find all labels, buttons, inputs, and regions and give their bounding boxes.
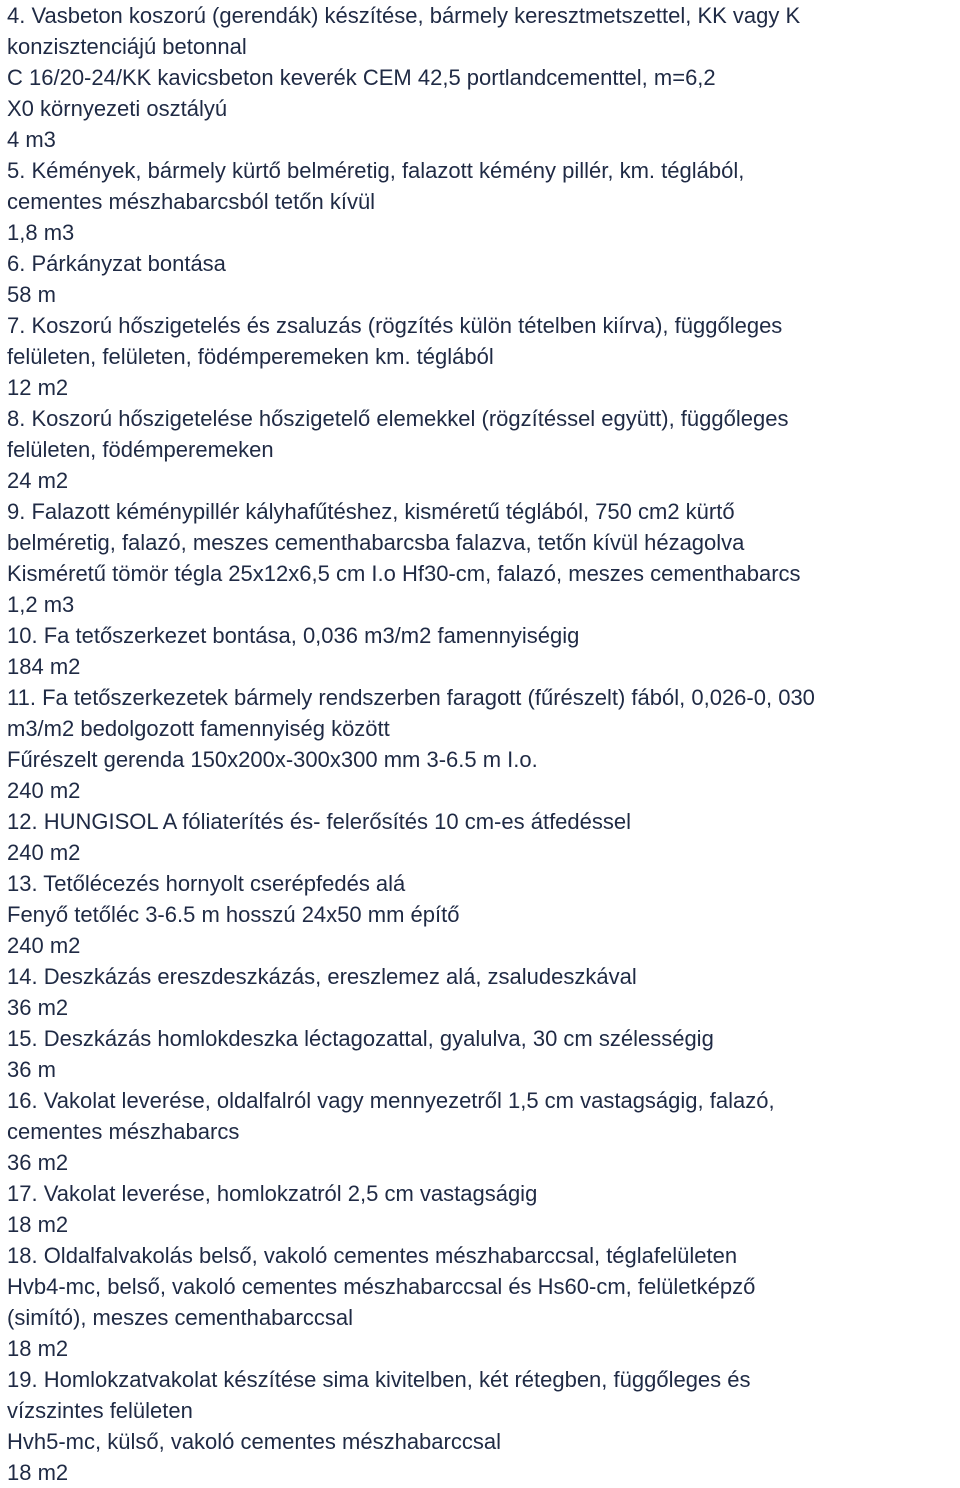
- item-17-quantity: 18 m2: [7, 1212, 69, 1237]
- item-19-material: Hvh5-mc, külső, vakoló cementes mészhabarccsal: [7, 1429, 501, 1454]
- item-14-quantity: 36 m2: [7, 995, 69, 1020]
- item-11-material: Fűrészelt gerenda 150x200x-300x300 mm 3-6.5 m I.o.: [7, 747, 538, 772]
- item-16-title-line-2: cementes mészhabarcs: [7, 1119, 240, 1144]
- item-18-title: 18. Oldalfalvakolás belső, vakoló cementes mészhabarccsal, téglafelületen: [7, 1243, 738, 1268]
- item-9-material: Kisméretű tömör tégla 25x12x6,5 cm I.o Hf30-cm, falazó, meszes cementhabarcs: [7, 561, 801, 586]
- item-15-quantity: 36 m: [7, 1057, 56, 1082]
- item-4-quantity: 4 m3: [7, 127, 56, 152]
- item-4-title-line-2: konzisztenciájú betonnal: [7, 34, 247, 59]
- item-9-title-line-2: belméretig, falazó, meszes cementhabarcsba falazva, tetőn kívül hézagolva: [7, 530, 745, 555]
- item-10-title: 10. Fa tetőszerkezet bontása, 0,036 m3/m2 famennyiségig: [7, 623, 580, 648]
- item-11-quantity: 240 m2: [7, 778, 81, 803]
- item-17-title: 17. Vakolat leverése, homlokzatról 2,5 cm vastagságig: [7, 1181, 538, 1206]
- item-18-quantity: 18 m2: [7, 1336, 69, 1361]
- item-15-title: 15. Deszkázás homlokdeszka léctagozattal, gyalulva, 30 cm szélességig: [7, 1026, 714, 1051]
- item-7-title-line-2: felületen, felületen, födémperemeken km. téglából: [7, 344, 494, 369]
- item-13-title: 13. Tetőlécezés hornyolt cserépfedés alá: [7, 871, 406, 896]
- item-16-title-line-1: 16. Vakolat leverése, oldalfalról vagy mennyezetről 1,5 cm vastagságig, falazó,: [7, 1088, 775, 1113]
- item-4-material-line-2: X0 környezeti osztályú: [7, 96, 228, 121]
- item-4-title-line-1: 4. Vasbeton koszorú (gerendák) készítése, bármely keresztmetszettel, KK vagy K: [7, 3, 801, 28]
- item-10-quantity: 184 m2: [7, 654, 81, 679]
- item-8-title-line-2: felületen, födémperemeken: [7, 437, 274, 462]
- item-11-title-line-2: m3/m2 bedolgozott famennyiség között: [7, 716, 390, 741]
- item-7-title-line-1: 7. Koszorú hőszigetelés és zsaluzás (rögzítés külön tételben kiírva), függőleges: [7, 313, 783, 338]
- item-6-quantity: 58 m: [7, 282, 56, 307]
- item-19-title-line-1: 19. Homlokzatvakolat készítése sima kivitelben, két rétegben, függőleges és: [7, 1367, 751, 1392]
- item-13-material: Fenyő tetőléc 3-6.5 m hosszú 24x50 mm építő: [7, 902, 460, 927]
- item-8-title-line-1: 8. Koszorú hőszigetelése hőszigetelő elemekkel (rögzítéssel együtt), függőleges: [7, 406, 789, 431]
- item-19-title-line-2: vízszintes felületen: [7, 1398, 193, 1423]
- item-4-material-line-1: C 16/20-24/KK kavicsbeton keverék CEM 42,5 portlandcementtel, m=6,2: [7, 65, 716, 90]
- item-5-quantity: 1,8 m3: [7, 220, 75, 245]
- item-5-title-line-1: 5. Kémények, bármely kürtő belméretig, falazott kémény pillér, km. téglából,: [7, 158, 745, 183]
- item-14-title: 14. Deszkázás ereszdeszkázás, ereszlemez alá, zsaludeszkával: [7, 964, 637, 989]
- item-9-quantity: 1,2 m3: [7, 592, 75, 617]
- item-11-title-line-1: 11. Fa tetőszerkezetek bármely rendszerben faragott (fűrészelt) fából, 0,026-0, 030: [7, 685, 815, 710]
- item-18-material-line-1: Hvb4-mc, belső, vakoló cementes mészhabarccsal és Hs60-cm, felületképző: [7, 1274, 756, 1299]
- item-6-title: 6. Párkányzat bontása: [7, 251, 226, 276]
- item-12-title: 12. HUNGISOL A fóliaterítés és- felerősítés 10 cm-es átfedéssel: [7, 809, 632, 834]
- item-13-quantity: 240 m2: [7, 933, 81, 958]
- item-18-material-line-2: (simító), meszes cementhabarccsal: [7, 1305, 353, 1330]
- item-9-title-line-1: 9. Falazott kéménypillér kályhafűtéshez, kisméretű téglából, 750 cm2 kürtő: [7, 499, 735, 524]
- item-19-quantity: 18 m2: [7, 1460, 69, 1485]
- item-16-quantity: 36 m2: [7, 1150, 69, 1175]
- item-8-quantity: 24 m2: [7, 468, 69, 493]
- item-7-quantity: 12 m2: [7, 375, 69, 400]
- item-5-title-line-2: cementes mészhabarcsból tetőn kívül: [7, 189, 376, 214]
- document-body: [7, 0, 957, 1488]
- item-12-quantity: 240 m2: [7, 840, 81, 865]
